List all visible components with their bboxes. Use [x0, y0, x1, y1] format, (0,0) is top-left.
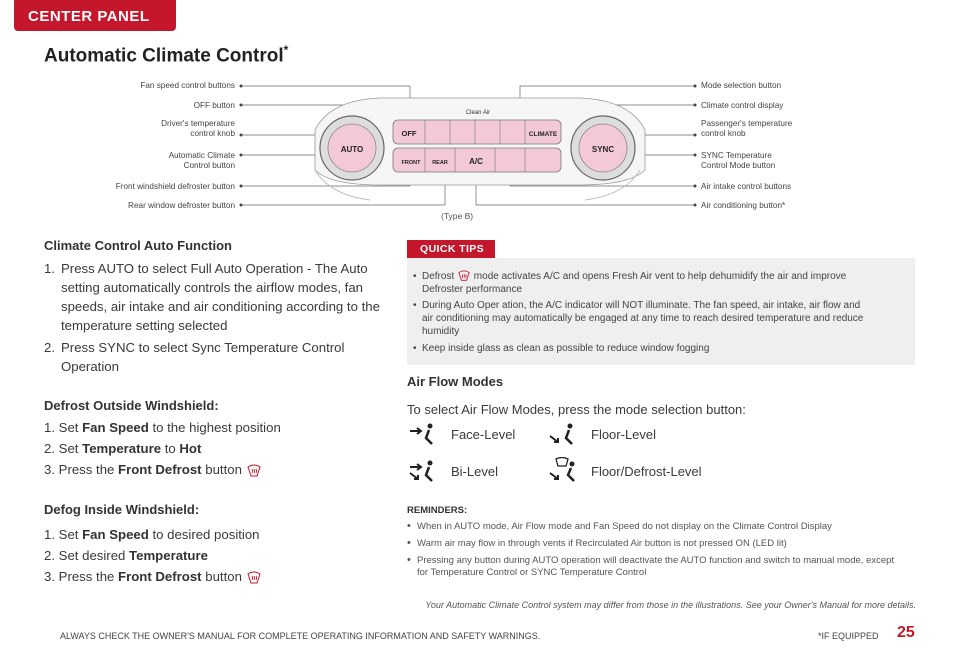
floor-defrost-label: Floor/Defrost-Level [591, 464, 702, 479]
floor-defrost-level-icon [548, 457, 578, 483]
defrost-step-3: 3. Press the Front Defrost button [44, 460, 394, 479]
svg-text:OFF: OFF [401, 129, 417, 138]
svg-text:CLIMATE: CLIMATE [528, 131, 558, 138]
tip-2: • During Auto Oper ation, the A/C indicator will NOT illuminate. The fan speed, air intake, air flow and air conditioning may automatically be engaged at any time to reach desired temperature and reduce humidity [413, 300, 864, 337]
defrost-step-2: 2. Set Temperature to Hot [44, 441, 202, 456]
auto-knob-label: AUTO [340, 145, 364, 154]
callout-ac-button: Air conditioning button* [701, 201, 786, 210]
climate-panel-diagram [0, 70, 960, 215]
floor-level-label: Floor-Level [591, 427, 657, 442]
page-title: Automatic Climate Control* [44, 43, 289, 67]
callout-rear-defrost: Rear window defroster button [128, 201, 235, 210]
defog-step-3: 3. Press the Front Defrost button [44, 567, 394, 586]
air-flow-heading: Air Flow Modes [407, 374, 504, 389]
callout-off-button: OFF button [193, 101, 235, 110]
face-level-label: Face-Level [451, 427, 516, 442]
callout-passenger-temp: Passenger's temperature control knob [701, 119, 793, 138]
bi-level-label: Bi-Level [451, 464, 498, 479]
callout-air-intake: Air intake control buttons [701, 182, 792, 191]
face-level-icon [408, 422, 438, 446]
defrost-heading: Defrost Outside Windshield: [44, 398, 219, 413]
front-defrost-icon [246, 464, 262, 478]
tip-1: • Defrost mode activates A/C and opens Fresh Air vent to help dehumidify the air and improve Defroster performance [413, 271, 847, 295]
svg-text:REAR: REAR [432, 160, 448, 166]
callout-display: Climate control display [701, 101, 784, 110]
floor-level-icon [548, 422, 578, 446]
footer-warning: ALWAYS CHECK THE OWNER'S MANUAL FOR COMPLETE OPERATING INFORMATION AND SAFETY WARNINGS. [60, 631, 541, 641]
reminder-2: • Warm air may flow in through vents if Recirculated Air button is not pressed ON (LED lit) [407, 537, 787, 549]
air-flow-subtitle: To select Air Flow Modes, press the mode selection button: [407, 402, 746, 417]
section-tab: CENTER PANEL [14, 0, 176, 31]
defrost-step-1: 1. Set Fan Speed to the highest position [44, 420, 281, 435]
tip-3: • Keep inside glass as clean as possible to reduce window fogging [413, 343, 710, 354]
left-column [44, 238, 394, 586]
callout-sync-button: SYNC Temperature Control Mode button [701, 151, 776, 170]
footer-if-equipped: *IF EQUIPPED [818, 631, 879, 641]
front-defrost-icon [246, 571, 262, 585]
front-defrost-icon [457, 270, 471, 282]
callout-fan-speed: Fan speed control buttons [140, 81, 235, 90]
svg-text:FRONT: FRONT [401, 160, 421, 166]
quick-tips-label: QUICK TIPS [407, 240, 495, 258]
defog-heading: Defog Inside Windshield: [44, 502, 200, 517]
type-label: (Type B) [441, 211, 474, 221]
callout-mode-selection: Mode selection button [701, 81, 782, 90]
callout-driver-temp: Driver's temperature control knob [161, 119, 235, 138]
auto-step-1: 1. Press AUTO to select Full Auto Operation - The Auto setting automatically controls the airflow modes, fan speeds, air intake and air conditioning according to the temperature setting selected [44, 261, 380, 333]
reminder-3: • Pressing any button during AUTO operation will deactivate the AUTO function and switch to manual mode, except for Temperature Control or SYNC Temperature Control [407, 554, 895, 578]
disclaimer: Your Automatic Climate Control system may differ from those in the illustrations. See your Owner's Manual for more details. [425, 600, 916, 610]
reminder-1: • When in AUTO mode, Air Flow mode and Fan Speed do not display on the Climate Control Display [407, 520, 832, 532]
auto-step-2: 2. Press SYNC to select Sync Temperature Control Operation [44, 340, 345, 374]
bi-level-icon [408, 459, 438, 483]
page-number: 25 [897, 624, 915, 641]
reminders-heading: REMINDERS: [407, 505, 468, 516]
defog-step-1: 1. Set Fan Speed to desired position [44, 527, 260, 542]
sync-knob-label: SYNC [591, 145, 615, 154]
auto-function-heading: Climate Control Auto Function [44, 238, 232, 253]
defog-step-2: 2. Set desired Temperature [44, 548, 208, 563]
svg-text:A/C: A/C [469, 157, 483, 166]
callout-front-defrost: Front windshield defroster button [115, 182, 235, 191]
callout-auto-button: Automatic Climate Control button [168, 151, 235, 170]
svg-text:Clean Air: Clean Air [465, 110, 491, 116]
